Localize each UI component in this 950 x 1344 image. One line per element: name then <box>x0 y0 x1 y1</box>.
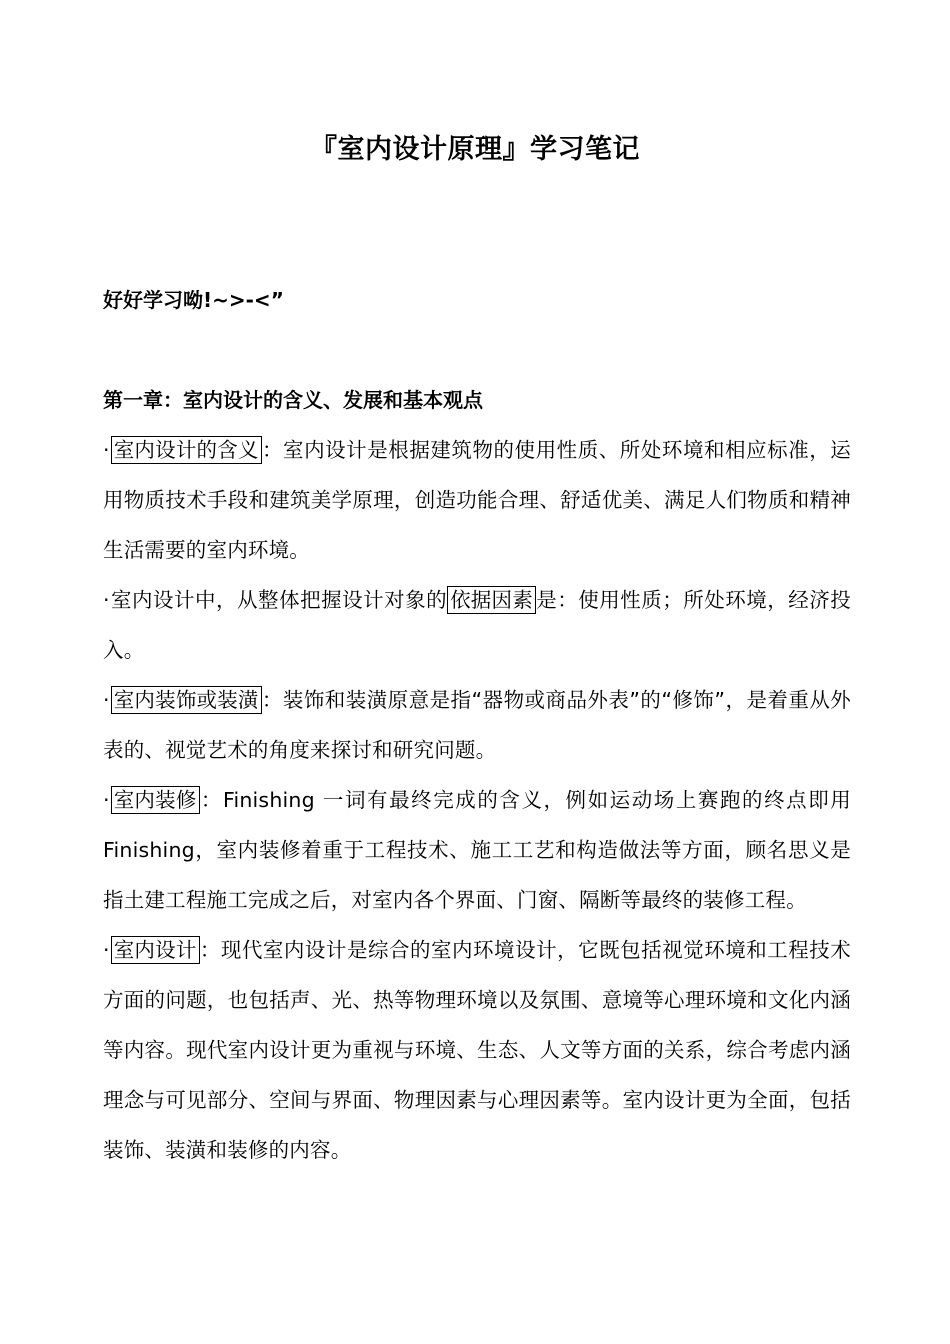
paragraph-5 <box>103 925 851 1175</box>
bullet-dot: · <box>103 438 110 462</box>
paragraph-pre: 室内设计中，从整体把握设计对象的 <box>110 588 448 612</box>
paragraph-text: ：室内设计是根据建筑物的使用性质、所处环境和相应标准，运用物质技术手段和建筑美学原理，创造功能合理、舒适优美、满足人们物质和精神生活需要的室内环境。 <box>103 438 851 562</box>
paragraph-text: ：现代室内设计是综合的室内环境设计，它既包括视觉环境和工程技术方面的问题，也包括声、光、热等物理环境以及氛围、意境等心理环境和文化内涵等内容。现代室内设计更为重视与环境、生态、人文等方面的关系，综合考虑内涵理念与可见部分、空间与界面、物理因素与心理因素等。室内设计更为全面，包括装饰、装潢和装修的内容。 <box>103 938 851 1162</box>
chapter-heading: 第一章：室内设计的含义、发展和基本观点 <box>103 388 483 412</box>
boxed-term: 室内装饰或装潢 <box>111 686 262 714</box>
paragraph-3 <box>103 675 851 775</box>
bullet-dot: · <box>103 938 110 962</box>
boxed-term: 依据因素 <box>447 586 536 614</box>
page-title: 『室内设计原理』学习笔记 <box>310 134 640 165</box>
bullet-dot: · <box>103 588 110 612</box>
paragraph-2 <box>103 575 851 675</box>
bullet-dot: · <box>103 788 110 812</box>
paragraph-text: ：Finishing 一词有最终完成的含义，例如运动场上赛跑的终点即用 Finishing，室内装修着重于工程技术、施工工艺和构造做法等方面，顾名思义是指土建工程施工完成之后，对室内各个界面、门窗、隔断等最终的装修工程。 <box>103 788 851 912</box>
body-text <box>103 425 851 1175</box>
bullet-dot: · <box>103 688 110 712</box>
paragraph-text: ：装饰和装潢原意是指“器物或商品外表”的“修饰”，是着重从外表的、视觉艺术的角度来探讨和研究问题。 <box>103 688 851 762</box>
subtitle: 好好学习呦!~>-<” <box>103 288 284 312</box>
paragraph-1 <box>103 425 851 575</box>
boxed-term: 室内设计 <box>111 936 200 964</box>
boxed-term: 室内设计的含义 <box>111 436 262 464</box>
paragraph-text: 是：使用性质；所处环境，经济投入。 <box>103 588 851 662</box>
boxed-term: 室内装修 <box>111 786 200 814</box>
paragraph-4 <box>103 775 851 925</box>
